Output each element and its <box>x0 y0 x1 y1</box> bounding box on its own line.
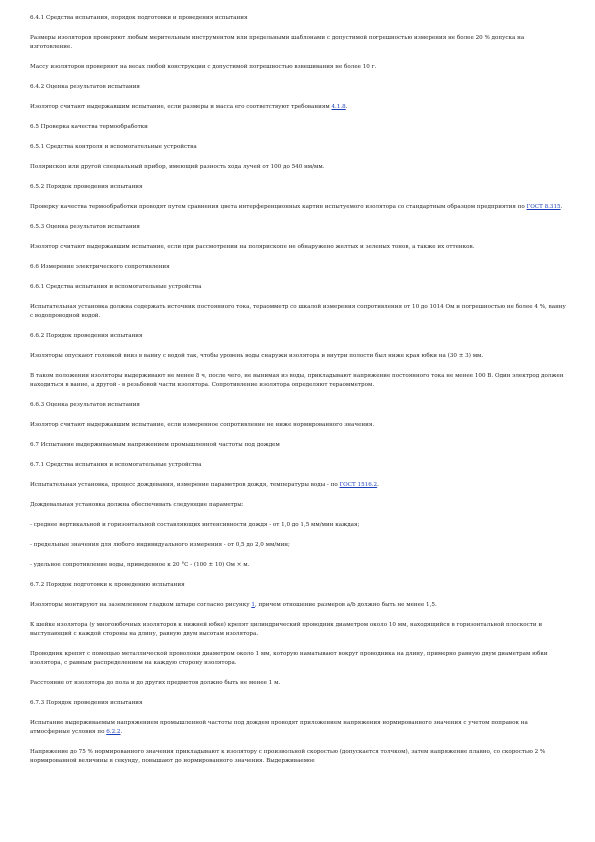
paragraph <box>30 332 568 341</box>
paragraph <box>30 421 568 430</box>
paragraph-text: К шейке изолятора (у многоюбочных изоляторов к нижней юбке) крепят цилиндрический проводник диаметром около 10 мм, находящийся в горизонтальной плоскости и выступающий с каждой стороны на длину, равную двум высотам изолятора. <box>30 622 543 637</box>
paragraph-text: 6.5.1 Средства контроля и вспомогательные устройства <box>30 144 197 150</box>
paragraph-text: 6.5 Проверка качества термообработки <box>30 124 148 130</box>
paragraph <box>30 123 568 132</box>
paragraph-text-tail: . <box>560 204 563 210</box>
paragraph <box>30 83 568 92</box>
paragraph <box>30 581 568 590</box>
paragraph <box>30 103 568 112</box>
paragraph <box>30 203 568 212</box>
paragraph-text: 6.5.2 Порядок проведения испытания <box>30 184 143 190</box>
paragraph-text: 6.7 Испытание выдерживаемым напряжением промышленной частоты под дождем <box>30 442 280 448</box>
paragraph <box>30 143 568 152</box>
reference-link[interactable]: ГОСТ 8.315 <box>526 204 561 210</box>
paragraph <box>30 63 568 72</box>
paragraph-text: 6.4.1 Средства испытания, порядок подготовки и проведения испытания <box>30 15 248 21</box>
paragraph <box>30 501 568 510</box>
paragraph-text: Дождевальная установка должна обеспечивать следующие параметры: <box>30 502 244 508</box>
paragraph-text: 6.6.3 Оценка результатов испытания <box>30 402 140 408</box>
paragraph <box>30 352 568 361</box>
paragraph <box>30 679 568 688</box>
paragraph-text: Изолятор считают выдержавшим испытание, если при рассмотрении на полярископе не обнаружено желтых и зеленых тонов, а также их оттенков. <box>30 244 475 250</box>
paragraph <box>30 243 568 252</box>
paragraph <box>30 561 568 570</box>
paragraph-text: 6.6.1 Средства испытания и вспомогательные устройства <box>30 284 202 290</box>
paragraph-text: Напряжение до 75 % нормированного значения прикладывают к изолятору с произвольной скоростью (допускается толчком), затем напряжение плавно, со скоростью 2 % нормированной величины в секунду, повышают до нормированного значения. Выдерживаемое <box>30 749 546 764</box>
paragraph <box>30 521 568 530</box>
paragraph <box>30 34 568 52</box>
reference-link[interactable]: 4.1.8 <box>331 104 346 110</box>
paragraph-text: 6.6.2 Порядок проведения испытания <box>30 333 143 339</box>
paragraph <box>30 14 568 23</box>
paragraph <box>30 650 568 668</box>
paragraph <box>30 621 568 639</box>
paragraph <box>30 163 568 172</box>
paragraph <box>30 441 568 450</box>
paragraph-text: 6.7.3 Порядок проведения испытания <box>30 700 143 706</box>
paragraph <box>30 401 568 410</box>
paragraph-text-tail: . <box>345 104 348 110</box>
document-page <box>30 14 568 777</box>
paragraph-text: Изолятор считают выдержавшим испытание, если размеры и масса его соответствуют требованиям <box>30 104 332 110</box>
paragraph <box>30 601 568 610</box>
paragraph <box>30 183 568 192</box>
paragraph <box>30 223 568 232</box>
paragraph <box>30 303 568 321</box>
paragraph <box>30 541 568 550</box>
paragraph-text: Проводник крепят с помощью металлической проволоки диаметром около 1 мм, которую наматывают вокруг проводника на длину, примерно равную двум диаметрам юбки изолятора, с равным распределением на каждую сторону изолятора. <box>30 651 548 666</box>
paragraph <box>30 283 568 292</box>
reference-link[interactable]: ГОСТ 1516.2 <box>339 482 378 488</box>
paragraph-text: Изолятор считают выдержавшим испытание, если измеренное сопротивление не ниже нормированного значения. <box>30 422 375 428</box>
paragraph <box>30 699 568 708</box>
paragraph-text-tail: . <box>377 482 379 488</box>
paragraph-text: 6.5.3 Оценка результатов испытания <box>30 224 140 230</box>
paragraph-text: Испытательная установка, процесс дождевания, измерение параметров дождя, температуры воды - по <box>30 482 340 488</box>
paragraph-text: Испытательная установка должна содержать источник постоянного тока, тераомметр со шкалой измерения сопротивления от 10 до 1014 Ом и погрешностью не более 4 %, ванну с водопроводной водой. <box>30 304 566 319</box>
paragraph-text: Проверку качества термообработки проводят путем сравнения цвета интерференционных картин испытуемого изолятора со стандартным образцом предприятия по <box>30 204 527 210</box>
reference-link[interactable]: 1 <box>251 602 255 608</box>
paragraph <box>30 481 568 490</box>
paragraph-text: Массу изоляторов проверяют на весах любой конструкции с допустимой погрешностью взвешивания не более 10 г. <box>30 64 377 70</box>
paragraph-text: - среднее вертикальной и горизонтальной составляющих интенсивности дождя - от 1,0 до 1,5 мм/мин каждая; <box>30 522 360 528</box>
paragraph-text: Размеры изоляторов проверяют любым мерительным инструментом или предельными шаблонами с допустимой погрешностью измерения не более 20 % допуска на изготовление. <box>30 35 525 50</box>
paragraph <box>30 372 568 390</box>
paragraph-text: - удельное сопротивление воды, приведенное к 20 °С - (100 ± 10) Ом × м. <box>30 562 250 568</box>
paragraph-text: 6.6 Измерение электрического сопротивления <box>30 264 170 270</box>
paragraph-text: Изоляторы монтируют на заземленном гладком штыре согласно рисунку <box>30 602 252 608</box>
paragraph-text: 6.7.2 Порядок подготовки к проведению испытания <box>30 582 185 588</box>
paragraph <box>30 263 568 272</box>
paragraph-text: 6.4.2 Оценка результатов испытания <box>30 84 140 90</box>
paragraph-text: Изоляторы опускают головкой вниз в ванну с водой так, чтобы уровень воды снаружи изолятора и внутри полости был ниже края юбки на (30 ± 3) мм. <box>30 353 484 359</box>
paragraph-text: Расстояние от изолятора до пола и до других предметов должно быть не менее 1 м. <box>30 680 281 686</box>
paragraph-text-tail: , причем отношение размеров a/b должно быть не менее 1,5. <box>254 602 437 608</box>
paragraph-text: 6.7.1 Средства испытания и вспомогательные устройства <box>30 462 202 468</box>
paragraph-text: Полярископ или другой специальный прибор, имеющий разность хода лучей от 100 до 540 нм/мм. <box>30 164 325 170</box>
paragraph <box>30 719 568 737</box>
paragraph <box>30 461 568 470</box>
paragraph-text-tail: . <box>120 729 123 735</box>
reference-link[interactable]: 6.2.2 <box>106 729 121 735</box>
paragraph-text: Испытание выдерживаемым напряжением промышленной частоты под дождем проводят приложением напряжения нормированного значения с учетом поправок на атмосферные условия по <box>30 720 528 735</box>
paragraph-text: - предельные значения для любого индивидуального измерения - от 0,5 до 2,0 мм/мин; <box>30 542 290 548</box>
paragraph-text: В таком положении изоляторы выдерживают не менее 8 ч, после чего, не вынимая из воды, прикладывают напряжение постоянного тока не менее 100 В. Один электрод должен находиться в ванне, а другой - в резьбовой части изолятора. Сопротивление изолятора определяют тераомметром. <box>30 373 564 388</box>
paragraph <box>30 748 568 766</box>
